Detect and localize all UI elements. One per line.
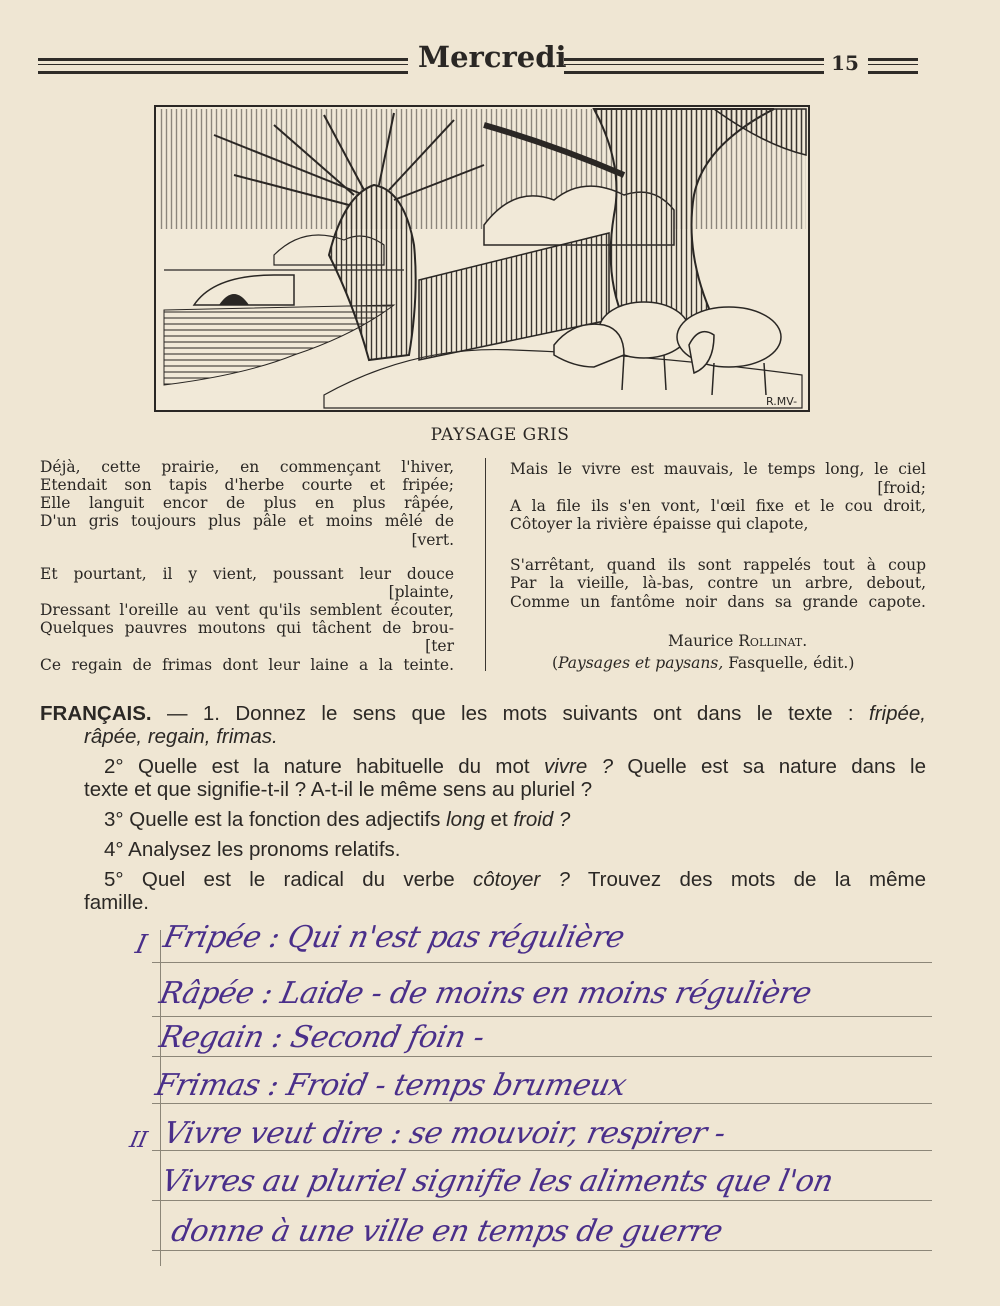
poem-right-line: S'arrêtant, quand ils sont rappelés tout à coup <box>510 556 926 574</box>
landscape-illustration <box>154 105 810 412</box>
question-1 <box>40 702 926 726</box>
poem-left-line: Et pourtant, il y vient, poussant leur douce <box>40 565 454 583</box>
poem-left-line: Dressant l'oreille au vent qu'ils semblent écouter, <box>40 601 454 619</box>
question-1-words-cont: râpée, regain, frimas. <box>84 725 278 748</box>
poem-left-line: Elle languit encor de plus en plus râpée, <box>40 494 454 512</box>
source-title: Paysages et paysans, <box>558 654 724 672</box>
question-1-words: fripée, <box>869 702 926 725</box>
question-2-text-b: Quelle est sa nature dans le <box>613 755 926 778</box>
poem-left-line: Etendait son tapis d'herbe courte et fripée; <box>40 476 454 494</box>
answer-line: Vivres au pluriel signifie les aliments que l'on <box>158 1164 837 1199</box>
author-last-name: Rollinat. <box>738 632 808 650</box>
question-3-text: 3° Quelle est la fonction des adjectifs <box>104 808 447 831</box>
header-rule-right <box>868 58 918 74</box>
question-5 <box>104 868 926 892</box>
ruled-line <box>152 1103 932 1104</box>
poem-author <box>668 632 807 650</box>
header-rule-left <box>38 58 408 74</box>
question-5-word: côtoyer ? <box>472 868 570 891</box>
page-number: 15 <box>831 51 859 75</box>
question-5-text: 5° Quel est le radical du verbe <box>104 868 473 891</box>
question-3-word-1: long <box>446 808 485 831</box>
header-rule-middle <box>564 58 824 74</box>
source-publisher: Fasquelle, édit.) <box>728 654 855 672</box>
ruled-line <box>152 1016 932 1017</box>
question-2 <box>104 755 926 779</box>
ruled-line <box>152 1250 932 1251</box>
poem-left-line: [ter <box>425 637 454 655</box>
ruled-line <box>152 1056 932 1057</box>
column-separator <box>485 458 486 671</box>
question-2-word: vivre ? <box>543 755 614 778</box>
question-3 <box>104 808 570 832</box>
question-5-text-b: Trouvez des mots de la même <box>569 868 926 891</box>
poem-left-line: D'un gris toujours plus pâle et moins mêlé de <box>40 512 454 530</box>
question-4: 4° Analysez les pronoms relatifs. <box>104 838 401 861</box>
poem-right-line: Par la vieille, là-bas, contre un arbre, debout, <box>510 574 926 592</box>
question-2-cont: texte et que signifie-t-il ? A-t-il le même sens au pluriel ? <box>84 778 593 801</box>
poem-right-line: Mais le vivre est mauvais, le temps long, le ciel <box>510 460 926 478</box>
question-3-mid: et <box>484 808 514 831</box>
question-1-text: — 1. Donnez le sens que les mots suivants ont dans le texte : <box>151 702 870 725</box>
answer-line: Regain : Second foin - <box>156 1020 488 1055</box>
poem-left-line: Quelques pauvres moutons qui tâchent de brou- <box>40 619 454 637</box>
poem-source <box>552 654 854 672</box>
ruled-line <box>152 1200 932 1201</box>
ruled-line <box>152 962 932 963</box>
answer-line: Frimas : Froid - temps brumeux <box>152 1068 630 1103</box>
question-3-word-2: froid ? <box>513 808 571 831</box>
illustration-signature: R.MV- <box>766 395 798 408</box>
poem-left-line: Ce regain de frimas dont leur laine a la teinte. <box>40 656 454 674</box>
poem-left-line: [vert. <box>411 531 454 549</box>
answer-line: Râpée : Laide - de moins en moins régulière <box>156 976 815 1011</box>
answer-mark-2: II <box>127 1128 150 1153</box>
question-5-cont: famille. <box>84 891 149 914</box>
header-day: Mercredi <box>418 40 567 74</box>
poem-left-line: Déjà, cette prairie, en commençant l'hiver, <box>40 458 454 476</box>
poem-right-line: [froid; <box>877 479 926 497</box>
answer-line: donne à une ville en temps de guerre <box>168 1214 726 1249</box>
question-1-cont <box>84 725 278 749</box>
author-first-name: Maurice <box>668 632 734 650</box>
answer-mark-1: I <box>132 930 149 960</box>
section-label: FRANÇAIS. <box>40 702 152 725</box>
poem-right-line: Côtoyer la rivière épaisse qui clapote, <box>510 515 809 533</box>
answer-line: Fripée : Qui n'est pas régulière <box>160 920 628 955</box>
poem-right-line: A la file ils s'en vont, l'œil fixe et le cou droit, <box>510 497 926 515</box>
answer-line: Vivre veut dire : se mouvoir, respirer - <box>160 1116 729 1151</box>
poem-title: PAYSAGE GRIS <box>430 425 570 445</box>
source-open-paren: ( <box>552 654 559 672</box>
question-2-text: 2° Quelle est la nature habituelle du mot <box>104 755 544 778</box>
poem-left-line: [plainte, <box>388 583 454 601</box>
poem-right-line: Comme un fantôme noir dans sa grande capote. <box>510 593 926 611</box>
